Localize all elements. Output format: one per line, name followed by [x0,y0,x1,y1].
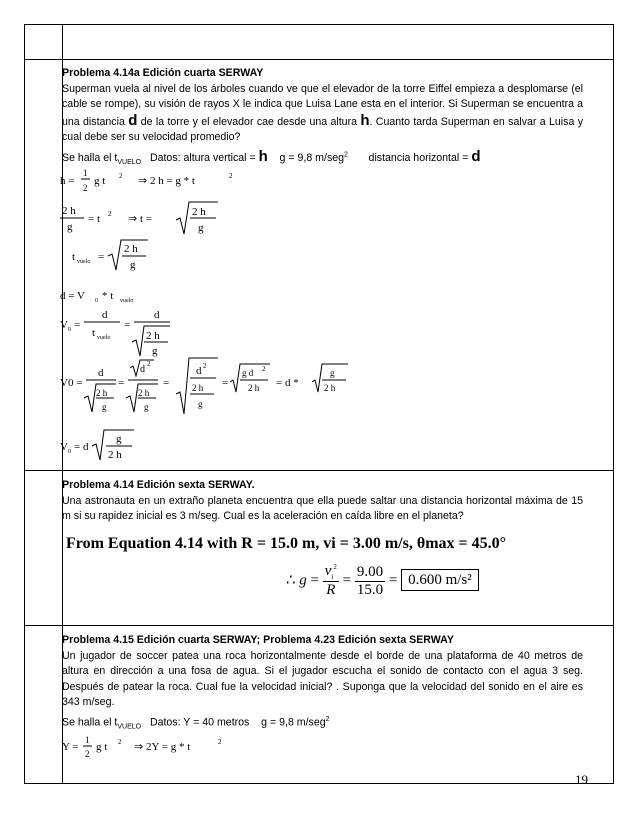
problem3-text: Un jugador de soccer patea una roca horizontalmente desde el borde de una plataforma de 40 metros de altura en dirección a una fosa de agua. Si el jugador escucha el sonido de contacto con el agua 3 seg. Después de patear la roca. Cual fue la velocidad inicial? . Suponga que la velocidad del sonido en el aire es 343 m/seg. [62,649,583,708]
problem3-block [62,633,583,711]
svg-text:* t: * t [102,290,114,302]
svg-text:2: 2 [119,172,123,180]
svg-text:0: 0 [68,327,71,333]
page-number: 19 [575,772,588,787]
svg-text:0: 0 [95,298,98,304]
svg-text:2 h: 2 h [146,330,160,342]
svg-text:g: g [198,222,204,234]
svg-text:d: d [140,364,145,375]
svg-text:=: = [163,377,170,389]
svg-text:h =: h = [60,175,75,187]
svg-text:Y =: Y = [62,741,79,753]
svg-text:vuelo: vuelo [120,298,134,304]
equation-line-1: From Equation 4.14 with R = 15.0 m, vi = 3.00 m/s, θmax = 45.0° [66,535,507,552]
svg-text:d: d [98,367,104,379]
problem1-derivation [58,164,358,464]
svg-text:g t: g t [94,175,106,187]
svg-text:vuelo: vuelo [77,259,91,265]
svg-text:=: = [74,319,81,331]
svg-text:2: 2 [229,172,233,180]
svg-text:0: 0 [68,449,71,455]
section-separator-2 [24,625,614,626]
svg-text:2: 2 [108,210,112,218]
svg-text:2: 2 [83,183,88,193]
svg-text:2 h: 2 h [248,383,260,393]
svg-text:2 h: 2 h [192,383,204,393]
svg-text:2 h: 2 h [96,388,108,398]
svg-text:2: 2 [262,365,266,373]
problem3-equation [58,732,258,762]
svg-text:2: 2 [218,738,222,746]
svg-text:2 h: 2 h [324,383,336,393]
svg-text:g: g [330,368,335,378]
problem1-givens: Se halla el $t_{VUELO}$ Datos: altura vertical = h g = 9,8 m/seg$^2$ distancia horizontal = d [62,148,481,167]
svg-text:g: g [116,433,122,445]
problem1-block [62,66,583,146]
svg-text:t: t [72,251,76,263]
svg-text:2 h: 2 h [62,205,76,217]
svg-text:2 h: 2 h [108,449,122,461]
svg-text:g: g [144,402,149,412]
svg-text:⇒ 2 h = g * t: ⇒ 2 h = g * t [138,175,195,187]
svg-text:2: 2 [118,738,122,746]
svg-text:d: d [196,365,202,377]
svg-text:V0 =: V0 = [60,377,83,389]
svg-text:t: t [92,327,96,339]
svg-text:2: 2 [203,362,207,370]
svg-text:2 h: 2 h [192,206,206,218]
svg-text:=: = [124,319,131,331]
svg-text:g: g [67,221,73,233]
svg-text:2: 2 [147,360,151,368]
svg-text:= t: = t [88,213,101,225]
svg-text:1: 1 [83,168,88,178]
problem2-title: Problema 4.14 Edición sexta SERWAY. [62,479,255,491]
svg-text:vuelo: vuelo [97,335,111,341]
svg-text:d: d [102,309,108,321]
problem2-text: Una astronauta en un extraño planeta encuentra que ella puede saltar una distancia horizontal máxima de 15 m si su rapidez inicial es 3 m/seg. Cual es la aceleración en caída libre en el planeta? [62,494,583,522]
svg-text:d = V: d = V [60,290,85,302]
svg-text:= d *: = d * [276,377,299,389]
problem1-text: Superman vuela al nivel de los árboles cuando ve que el elevador de la torre Eiffel empieza a desplomarse (el cable se rompe), su visión de rayos X le indica que Luisa Lane esta en el interior. Si Superman se encuentra a una distancia d de la torre y el elevador cae desde una altura h. Cuanto tarda Superman en salvar a Luisa y cual debe ser su velocidad promedio? [62,82,583,143]
svg-text:⇒ 2Y = g * t: ⇒ 2Y = g * t [134,741,191,753]
svg-text:g: g [198,399,203,409]
problem2-equation [66,535,507,615]
svg-text:g d: g d [242,368,254,378]
equation-line-2: ∴ g = $\frac{v_i^2}{R}$ = $\frac{9.00}{15.0}$ = 0.600 m/s² [286,563,479,599]
svg-text:2: 2 [85,749,90,759]
svg-text:V: V [60,319,68,331]
svg-text:d: d [154,309,160,321]
header-separator [24,59,614,60]
section-separator-1 [24,470,614,471]
svg-text:g: g [130,259,136,271]
problem1-title: Problema 4.14a Edición cuarta SERWAY [62,67,264,79]
svg-text:=: = [98,251,105,263]
problem2-block [62,478,583,525]
problem3-title: Problema 4.15 Edición cuarta SERWAY; Problema 4.23 Edición sexta SERWAY [62,634,454,646]
svg-text:= d: = d [74,441,89,453]
svg-text:⇒ t =: ⇒ t = [128,213,152,225]
svg-text:g: g [102,402,107,412]
problem3-givens: Se halla el $t_{VUELO}$ Datos: Y = 40 metros g = 9,8 m/seg$^2$ [62,716,330,731]
svg-text:=: = [222,377,229,389]
equation-result: 0.600 m/s² [401,569,479,591]
svg-text:2 h: 2 h [138,388,150,398]
svg-text:=: = [118,377,125,389]
svg-text:2 h: 2 h [124,243,138,255]
svg-text:g t: g t [96,741,108,753]
svg-text:V: V [60,441,68,453]
svg-text:g: g [152,345,158,357]
svg-text:1: 1 [85,735,90,745]
